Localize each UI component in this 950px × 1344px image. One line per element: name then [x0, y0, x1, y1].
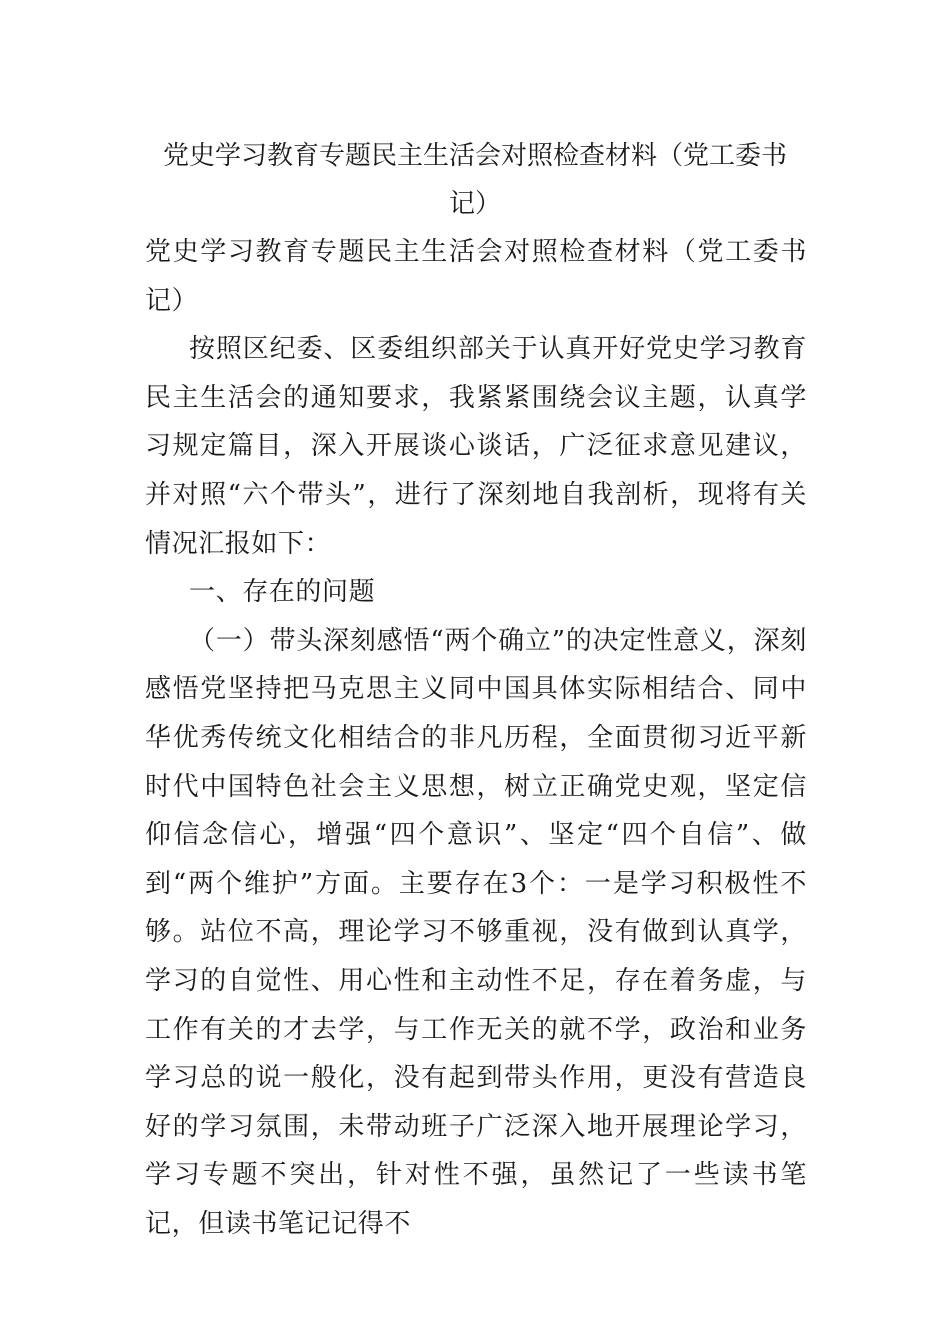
document-body	[145, 228, 807, 1248]
document-title: 党史学习教育专题民主生活会对照检查材料（党工委书记）	[162, 141, 787, 219]
section-heading: 一、存在的问题	[189, 577, 376, 608]
section-paragraph: （一）带头深刻感悟“两个确立”的决定性意义，深刻感悟党坚持把马克思主义同中国具体实际相结合、同中华优秀传统文化相结合的非凡历程，全面贯彻习近平新时代中国特色社会主义思想，树立正确党史观，坚定信仰信念信心，增强“四个意识”、坚定“四个自信”、做到“两个维护”方面。主要存在3个：一是学习积极性不够。站位不高，理论学习不够重视，没有做到认真学，学习的自觉性、用心性和主动性不足，存在着务虚，与工作有关的才去学，与工作无关的就不学，政治和业务学习总的说一般化，没有起到带头作用，更没有营造良好的学习氛围，未带动班子广泛深入地开展理论学习，学习专题不突出，针对性不强，虽然记了一些读书笔记，但读书笔记记得不	[145, 625, 807, 1239]
intro-paragraph: 按照区纪委、区委组织部关于认真开好党史学习教育民主生活会的通知要求，我紧紧围绕会议主题，认真学习规定篇目，深入开展谈心谈话，广泛征求意见建议，并对照“六个带头”，进行了深刻地自我剖析，现将有关情况汇报如下：	[145, 334, 807, 559]
repeated-title: 党史学习教育专题民主生活会对照检查材料（党工委书记）	[145, 237, 807, 316]
